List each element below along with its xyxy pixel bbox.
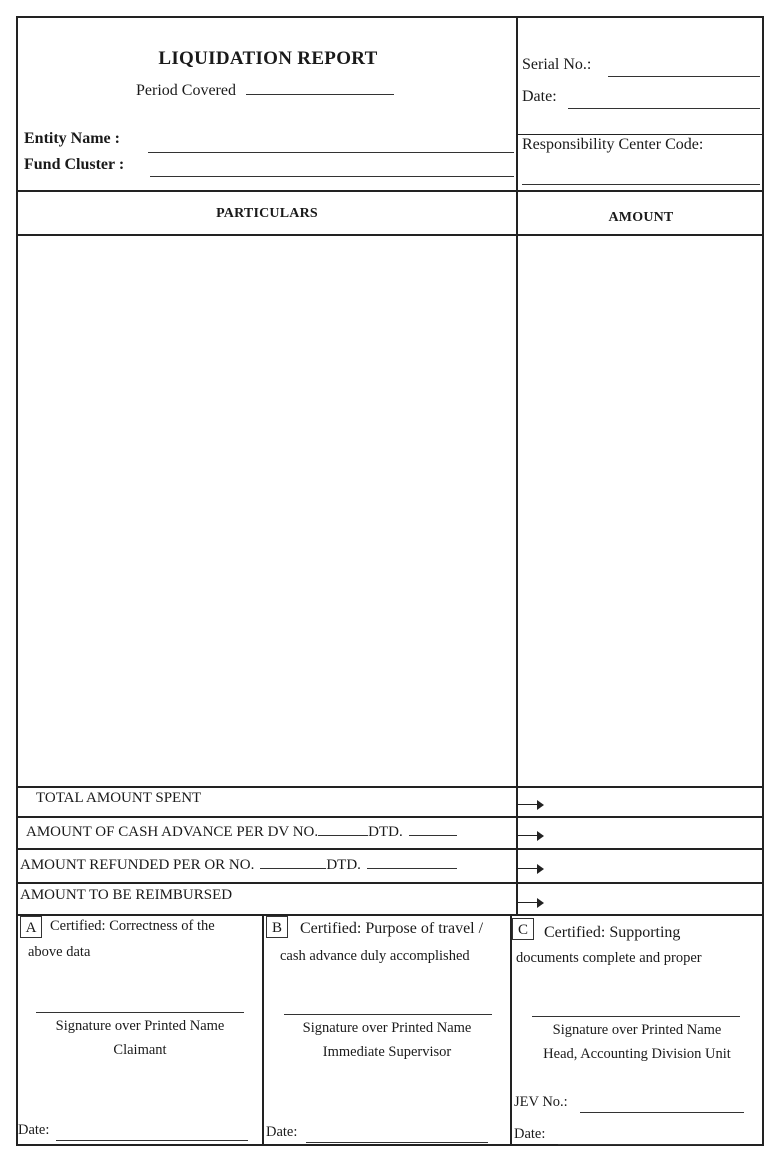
cert-c-jev-label: JEV No.: (514, 1094, 568, 1110)
dv-date-field[interactable] (409, 821, 457, 836)
cert-b-date-field[interactable] (306, 1142, 488, 1143)
arrow-right-icon (516, 831, 544, 841)
cert-c-role: Head, Accounting Division Unit (543, 1046, 731, 1062)
period-covered-field[interactable] (246, 80, 394, 95)
arrow-right-icon (516, 800, 544, 810)
liquidation-report-form (16, 16, 764, 1146)
arrow-right-icon (516, 864, 544, 874)
entity-name-field[interactable] (148, 152, 514, 153)
cert-b-box: B (266, 916, 288, 938)
summary-rule-3 (18, 882, 762, 884)
responsibility-center-label: Responsibility Center Code: (522, 136, 704, 153)
cash-advance-label: AMOUNT OF CASH ADVANCE PER DV NO. DTD. (26, 821, 457, 841)
cert-b-signature-label: Signature over Printed Name (302, 1020, 472, 1036)
header-bottom-rule (18, 190, 762, 192)
cert-c-signature-label: Signature over Printed Name (552, 1022, 722, 1038)
date-label: Date: (522, 88, 557, 105)
cert-a-box: A (20, 916, 42, 938)
cert-c-date-field[interactable] (558, 1144, 740, 1145)
summary-rule-2 (18, 848, 762, 850)
cert-a-signature-line[interactable] (36, 1012, 244, 1013)
serial-no-label: Serial No.: (522, 56, 592, 73)
cert-b-date-label: Date: (266, 1124, 298, 1140)
form-title: LIQUIDATION REPORT (158, 48, 378, 69)
summary-top-rule (18, 786, 762, 788)
cert-a-line2: above data (28, 944, 91, 960)
cert-b-signature-line[interactable] (284, 1014, 492, 1015)
entity-name-label: Entity Name : (24, 130, 120, 147)
period-covered-label: Period Covered (136, 80, 394, 100)
amount-body[interactable] (518, 238, 764, 788)
fund-cluster-label: Fund Cluster : (24, 156, 125, 173)
cert-c-date-label: Date: (514, 1126, 546, 1142)
cert-c-jev-field[interactable] (580, 1112, 744, 1113)
summary-rule-1 (18, 816, 762, 818)
cert-b-line1: Certified: Purpose of travel / (300, 920, 484, 937)
total-amount-spent-label: TOTAL AMOUNT SPENT (36, 790, 202, 806)
date-field[interactable] (568, 108, 760, 109)
cert-c-box: C (512, 918, 534, 940)
cert-b-role: Immediate Supervisor (322, 1044, 452, 1060)
amount-reimbursed-label: AMOUNT TO BE REIMBURSED (20, 887, 233, 903)
certification-top-rule (18, 914, 762, 916)
or-no-field[interactable] (260, 854, 326, 869)
serial-no-field[interactable] (608, 76, 760, 77)
amount-refunded-label: AMOUNT REFUNDED PER OR NO. DTD. (20, 854, 457, 874)
cert-a-date-label: Date: (18, 1122, 50, 1138)
particulars-body[interactable] (18, 236, 516, 786)
cert-a-date-field[interactable] (56, 1140, 248, 1141)
dv-no-field[interactable] (318, 821, 368, 836)
header-right-divider (518, 134, 764, 135)
amount-header: AMOUNT (608, 210, 674, 225)
cert-c-line2: documents complete and proper (516, 950, 702, 966)
fund-cluster-field[interactable] (150, 176, 514, 177)
or-date-field[interactable] (367, 854, 457, 869)
cert-a-role: Claimant (113, 1042, 167, 1058)
responsibility-center-field[interactable] (522, 184, 760, 185)
particulars-header: PARTICULARS (216, 206, 318, 221)
cert-c-signature-line[interactable] (532, 1016, 740, 1017)
cert-c-line1: Certified: Supporting (544, 924, 681, 941)
cert-a-signature-label: Signature over Printed Name (55, 1018, 225, 1034)
arrow-right-icon (516, 898, 544, 908)
cert-a-line1: Certified: Correctness of the (50, 918, 215, 934)
cert-b-line2: cash advance duly accomplished (280, 948, 470, 964)
